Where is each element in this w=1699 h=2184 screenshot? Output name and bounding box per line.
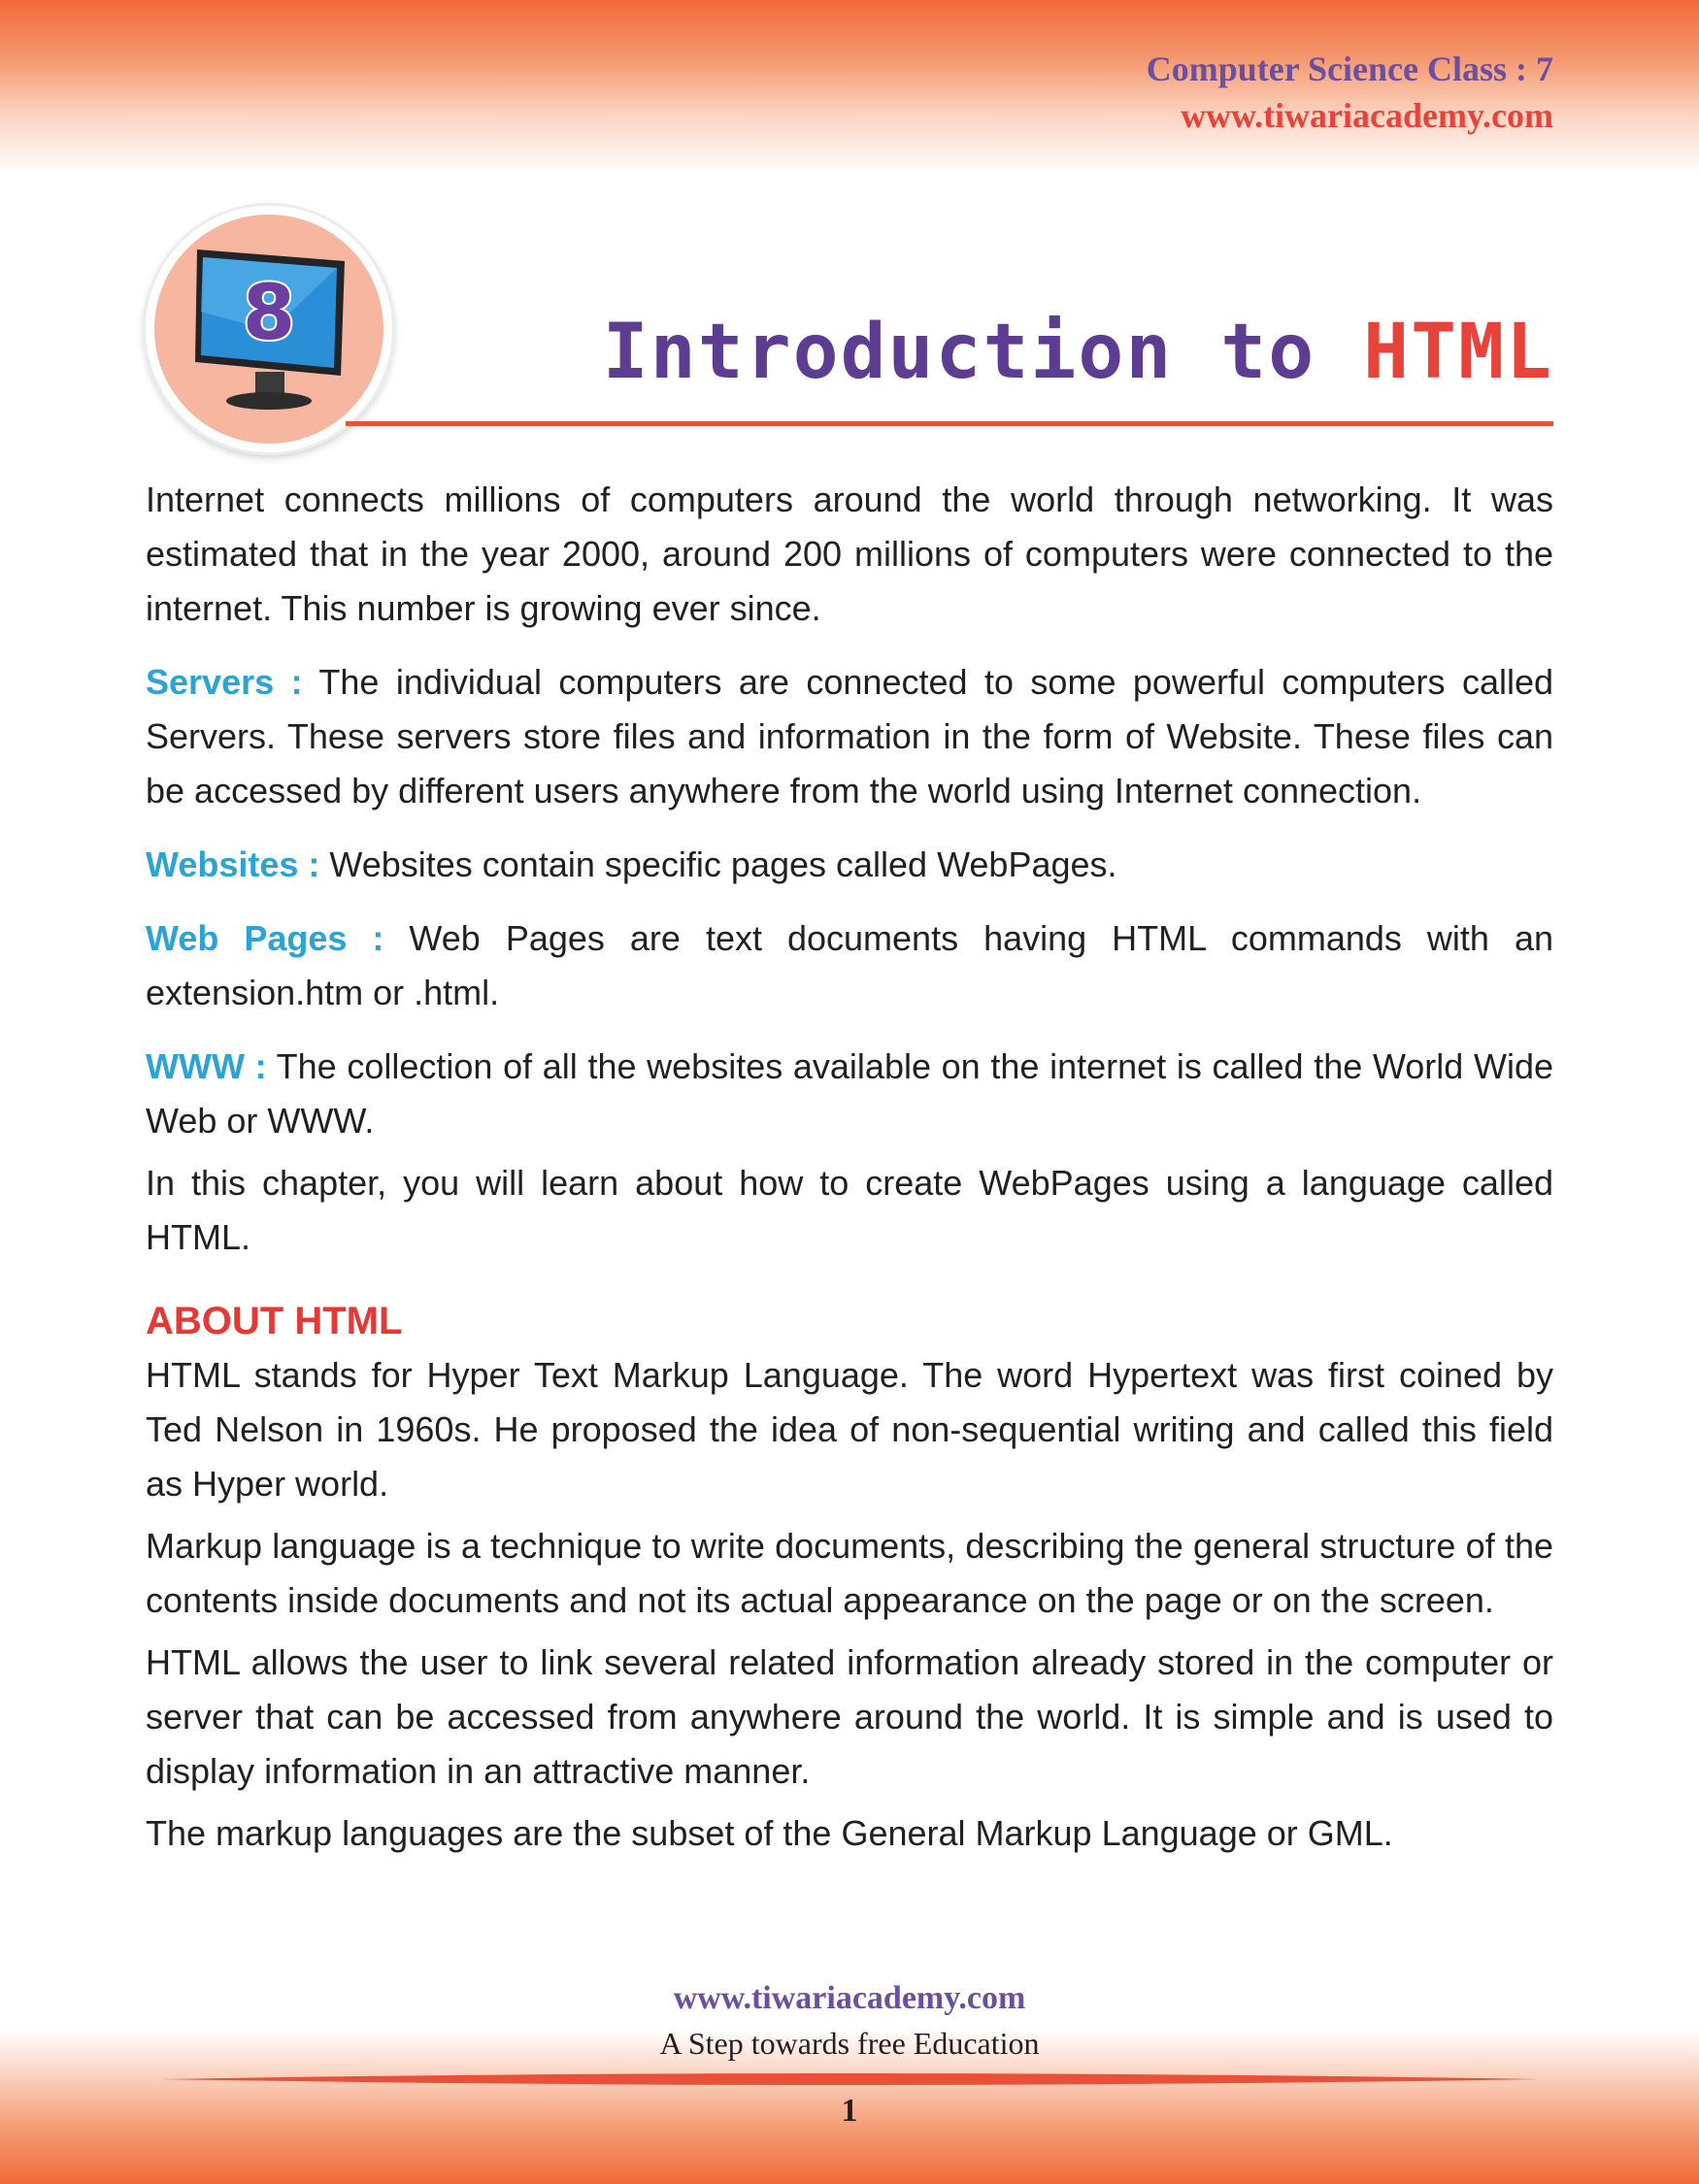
- footer-tagline: A Step towards free Education: [659, 2026, 1040, 2061]
- definition-term: Websites :: [146, 844, 320, 884]
- title-underline: [346, 421, 1553, 426]
- definition-text: The individual computers are connected to some powerful computers called Servers. These servers store files and information in the form of Website. These files can be accessed by different users anywhere from the world using Internet connection.: [146, 662, 1554, 811]
- monitor-icon: [154, 215, 383, 444]
- chapter-number: 8: [242, 270, 296, 357]
- definition-text: Websites contain specific pages called WebPages.: [319, 844, 1117, 884]
- section-heading-about-html: ABOUT HTML: [146, 1300, 403, 1342]
- footer-divider: [160, 2071, 1539, 2087]
- about-paragraph: HTML stands for Hyper Text Markup Language. The word Hypertext was first coined by Ted Nelson in 1960s. He proposed the idea of non-sequential writing and called this field as Hyper world.: [146, 1355, 1553, 1504]
- definition-text: Web Pages are text documents having HTML commands with an extension.htm or .html.: [146, 918, 1553, 1012]
- header-class-label: Computer Science Class : 7: [1146, 50, 1553, 88]
- about-paragraph: Markup language is a technique to write documents, describing the general structure of the contents inside documents and not its actual appearance on the page or on the screen.: [146, 1526, 1553, 1620]
- chapter-title-part2: HTML: [1363, 309, 1553, 396]
- definition-text: The collection of all the websites available on the internet is called the World Wide Web or WWW.: [146, 1046, 1553, 1141]
- definition-web-pages: [146, 911, 1553, 1020]
- definition-www: [146, 1040, 1553, 1148]
- chapter-title-part1: Introduction to: [602, 309, 1316, 396]
- chapter-badge: [146, 206, 392, 452]
- about-paragraph: HTML allows the user to link several related information already stored in the computer or server that can be accessed from anywhere around the world. It is simple and is used to display information in an attractive manner.: [146, 1642, 1553, 1791]
- header-website: www.tiwariacademy.com: [1181, 96, 1553, 135]
- intro-paragraph: Internet connects millions of computers around the world through networking. It was estimated that in the year 2000, around 200 millions of computers were connected to the internet. This number is growing ever since.: [146, 480, 1553, 628]
- footer-website: www.tiwariacademy.com: [673, 1980, 1026, 2016]
- page-number: 1: [841, 2093, 858, 2129]
- definition-websites: [146, 838, 1553, 892]
- chapter-title: [603, 309, 1553, 396]
- page-content: [146, 473, 1553, 1861]
- definition-servers: [146, 655, 1553, 818]
- definition-term: Web Pages :: [146, 918, 384, 958]
- about-paragraph: The markup languages are the subset of the General Markup Language or GML.: [146, 1813, 1393, 1853]
- definition-term: Servers :: [146, 662, 303, 702]
- definition-term: WWW :: [146, 1046, 267, 1086]
- chapter-note: In this chapter, you will learn about how to create WebPages using a language called HTML.: [146, 1163, 1553, 1257]
